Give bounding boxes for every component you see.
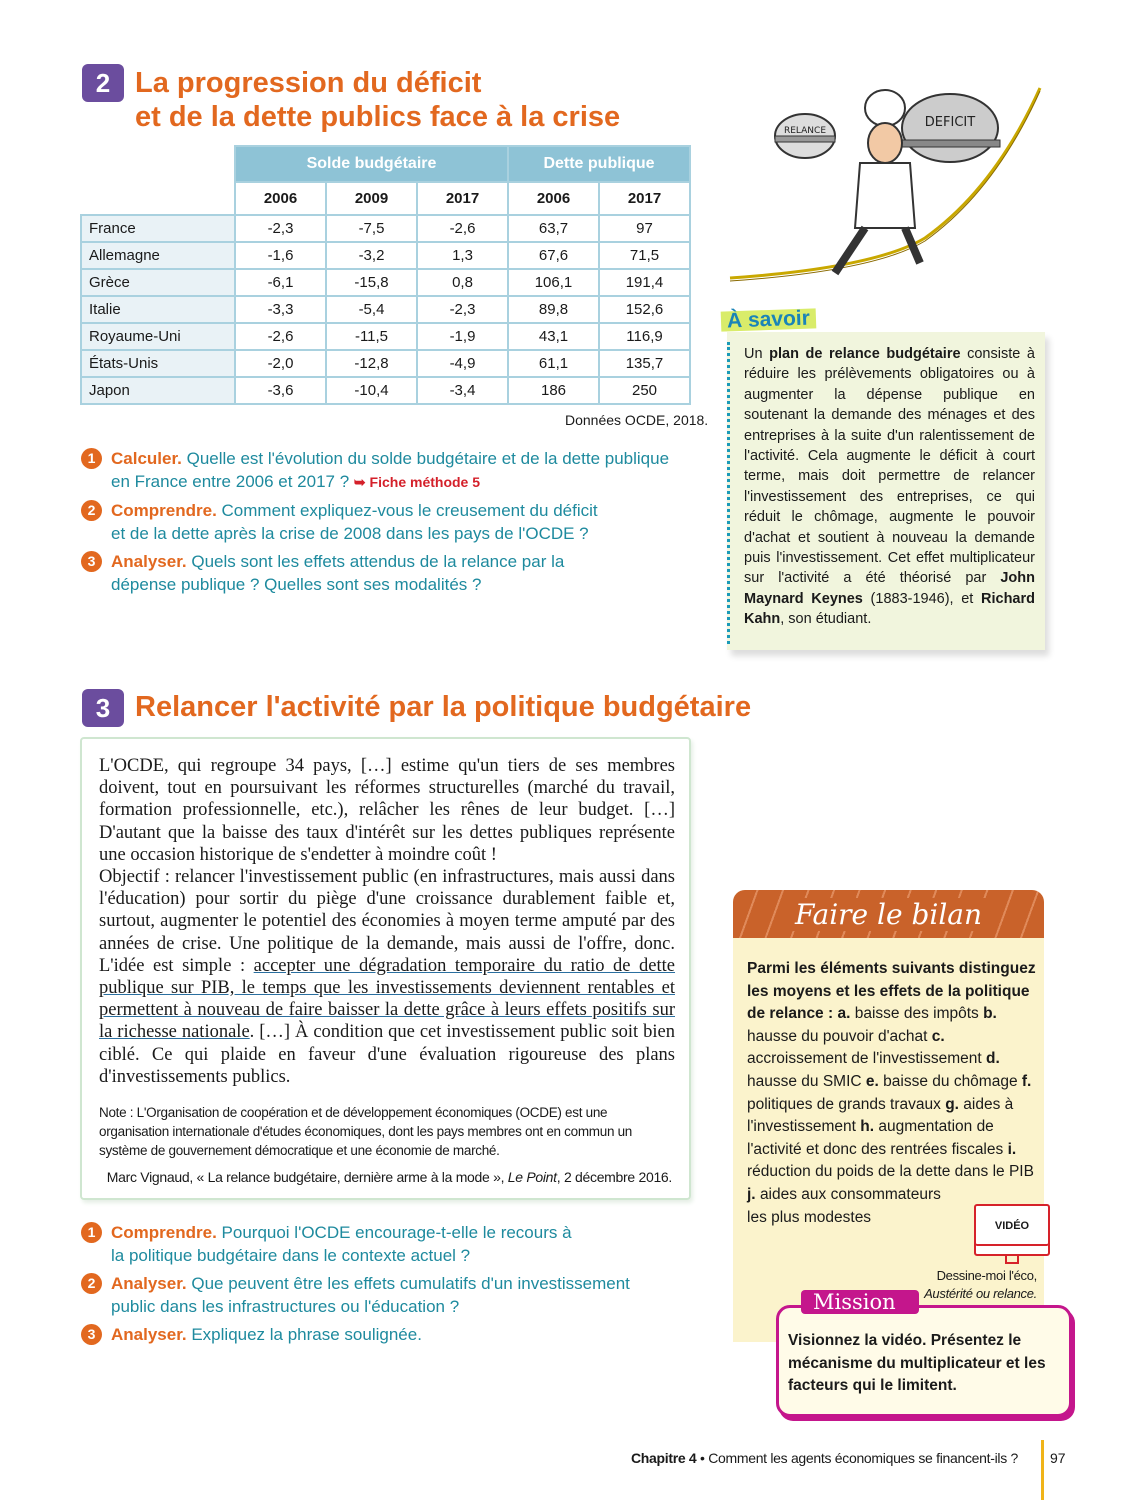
value-cell: 1,3 — [417, 242, 508, 269]
value-cell: 106,1 — [508, 269, 599, 296]
table-row — [81, 215, 690, 242]
video-label[interactable]: VIDÉO — [994, 1220, 1030, 1232]
doc2-title — [135, 66, 620, 134]
question-text: Quels sont les effets attendus de la relance par la dépense publique ? Quelles sont ses modalités ? — [111, 552, 565, 594]
publication-name: Le Point — [507, 1169, 557, 1185]
title-line: La progression du déficit — [135, 67, 482, 99]
year-header: 2006 — [235, 182, 326, 215]
item-key: c. — [931, 1027, 945, 1045]
a-savoir-title: À savoir — [721, 308, 817, 332]
relance-plate-label: RELANCE — [783, 126, 827, 136]
questions-doc2 — [87, 447, 681, 596]
article-note: Note : L'Organisation de coopération et de développement économiques (OCDE) est une organisation internationale d'études économiques, dont les pays membres ont en commun un système de gouvernement démocratique et une économie de marché. — [99, 1105, 633, 1158]
text-run: Marc Vignaud, « La relance budgétaire, dernière arme à la mode », — [106, 1169, 508, 1185]
group-header: Dette publique — [508, 146, 690, 182]
country-cell: États-Unis — [81, 350, 235, 377]
question-text: Pourquoi l'OCDE encourage-t-elle le recours à la politique budgétaire dans le contexte actuel ? — [111, 1223, 572, 1265]
question-text: Expliquez la phrase soulignée. — [191, 1325, 422, 1344]
value-cell: -10,4 — [326, 377, 417, 404]
year-header: 2006 — [508, 182, 599, 215]
group-header: Solde budgétaire — [235, 146, 508, 182]
value-cell: 67,6 — [508, 242, 599, 269]
item-key: e. — [865, 1072, 879, 1090]
text-run: (1883-1946), et — [862, 590, 981, 607]
value-cell: -2,0 — [235, 350, 326, 377]
article-text — [99, 755, 675, 1088]
page-number: 97 — [1050, 1450, 1066, 1466]
table-source: Données OCDE, 2018. — [565, 412, 709, 428]
chapter-label: Chapitre 4 — [630, 1450, 697, 1466]
question-number: 2 — [81, 500, 102, 521]
table-row — [81, 323, 690, 350]
bilan-item — [837, 1005, 983, 1022]
bilan-items — [747, 1005, 1034, 1225]
bold-term: John Maynard Keynes — [744, 570, 1035, 607]
footer-rule — [1041, 1440, 1044, 1500]
value-cell: 61,1 — [508, 350, 599, 377]
article-source — [107, 1169, 672, 1185]
value-cell: -1,6 — [235, 242, 326, 269]
doc3-title: Relancer l'activité par la politique budgétaire — [135, 691, 752, 723]
value-cell: 135,7 — [599, 350, 690, 377]
bilan-item — [866, 1073, 1022, 1090]
text-run: , son étudiant. — [780, 611, 872, 628]
item-key: g. — [945, 1095, 959, 1113]
value-cell: -3,6 — [235, 377, 326, 404]
question-label: Comprendre. — [111, 501, 217, 520]
value-cell: -2,6 — [417, 215, 508, 242]
table-row — [81, 296, 690, 323]
value-cell: -1,9 — [417, 323, 508, 350]
value-cell: -12,8 — [326, 350, 417, 377]
value-cell: -5,4 — [326, 296, 417, 323]
item-text: aides à l'investissement — [747, 1095, 1014, 1136]
value-cell: 97 — [599, 215, 690, 242]
value-cell: -2,6 — [235, 323, 326, 350]
item-text: politiques de grands travaux — [747, 1095, 941, 1113]
item-key: a. — [837, 1005, 851, 1023]
question-text: Comment expliquez-vous le creusement du déficit et de la dette après la crise de 2008 dans les pays de l'OCDE ? — [111, 501, 598, 543]
country-cell: Grèce — [81, 269, 235, 296]
table-row — [81, 242, 690, 269]
question — [87, 447, 681, 494]
bilan-text — [733, 938, 1037, 1229]
underlined-sentence: accepter une dégradation temporaire du ratio de dette publique sur PIB, le temps que les investissements deviennent rentables et permettent à nouveau de faire baisser la dette grâce à leurs effets positifs sur la richesse nationale — [99, 955, 676, 1043]
bold-term: plan de relance budgétaire — [769, 346, 961, 362]
country-cell: Italie — [81, 296, 235, 323]
video-button[interactable] — [974, 1204, 1050, 1256]
question-number: 3 — [81, 551, 102, 572]
item-text: accroissement de l'investissement — [747, 1050, 982, 1068]
bilan-header — [733, 890, 1044, 938]
caption-line: Dessine-moi l'éco, — [936, 1268, 1037, 1283]
item-text: baisse des impôts — [854, 1005, 979, 1023]
empty-corner — [81, 146, 235, 182]
fiche-methode-link[interactable]: ➥ Fiche méthode 5 — [353, 474, 481, 490]
question-label: Calculer. — [111, 449, 182, 468]
bilan-intro: Parmi les éléments suivants distinguez les moyens et les effets de la politique de relance : — [747, 960, 1036, 1023]
title-line: et de la dette publics face à la crise — [135, 101, 621, 133]
value-cell: -15,8 — [326, 269, 417, 296]
year-header: 2017 — [599, 182, 690, 215]
item-key: h. — [860, 1118, 875, 1136]
country-cell: Royaume-Uni — [81, 323, 235, 350]
value-cell: 191,4 — [599, 269, 690, 296]
value-cell: 152,6 — [599, 296, 690, 323]
empty-corner — [81, 182, 235, 215]
dotted-rule — [727, 342, 730, 644]
table-row — [81, 377, 690, 404]
item-key: j. — [747, 1185, 756, 1203]
value-cell: -2,3 — [235, 215, 326, 242]
question-number: 2 — [81, 1273, 102, 1294]
value-cell: -7,5 — [326, 215, 417, 242]
value-cell: -2,3 — [417, 296, 508, 323]
question-number: 1 — [81, 1222, 102, 1243]
bilan-title: Faire le bilan — [785, 898, 992, 931]
year-header: 2017 — [417, 182, 508, 215]
country-cell: France — [81, 215, 235, 242]
layout-spacer — [1036, 958, 1037, 1202]
article-paragraph: L'OCDE, qui regroupe 34 pays, […] estime qu'un tiers de ses membres doivent, tout en poursuivant les réformes structurelles (marché du travail, formation professionnelle, etc.), relâcher les rênes de leur budget. […] D'autant que la baisse des taux d'intérêt sur les dettes publiques représente une occasion historique de s'endetter à moindre coût ! — [99, 756, 675, 865]
value-cell: -4,9 — [417, 350, 508, 377]
country-cell: Allemagne — [81, 242, 235, 269]
a-savoir-box — [726, 306, 1045, 650]
question-label: Comprendre. — [111, 1223, 217, 1242]
caption-line: Austérité ou relance. — [924, 1286, 1037, 1301]
text-run: Un — [744, 346, 770, 362]
question-label: Analyser. — [111, 552, 187, 571]
questions-doc3 — [87, 1221, 651, 1346]
value-cell: 0,8 — [417, 269, 508, 296]
separator: • — [696, 1450, 709, 1466]
text-run: . […] À condition que cet investissement public soit bien ciblé. Ce qui plaide en faveur d'une évaluation rigoureuse des plans d'investissements publics. — [99, 1022, 675, 1087]
table-row — [81, 350, 690, 377]
value-cell: 63,7 — [508, 215, 599, 242]
deficit-plate-label: DEFICIT — [924, 115, 976, 130]
question — [87, 1221, 581, 1267]
chapter-title: Comment les agents économiques se financent-ils ? — [708, 1450, 1018, 1466]
bilan-item — [747, 1186, 941, 1226]
item-text: hausse du pouvoir d'achat — [747, 1027, 928, 1045]
footer-chapter — [631, 1450, 1018, 1466]
a-savoir-text — [727, 332, 1045, 630]
chef-tightrope-cartoon — [725, 78, 1045, 288]
value-cell: -6,1 — [235, 269, 326, 296]
link-text[interactable]: Fiche méthode 5 — [369, 474, 481, 490]
article-paragraph — [99, 866, 675, 1088]
doc-number-badge: 2 — [82, 64, 124, 102]
value-cell: -3,2 — [326, 242, 417, 269]
doc-number-badge: 3 — [82, 689, 124, 727]
question — [87, 1323, 651, 1346]
value-cell: 89,8 — [508, 296, 599, 323]
question-number: 1 — [81, 448, 102, 469]
value-cell: -3,4 — [417, 377, 508, 404]
item-text: réduction du poids de la dette dans le PIB — [747, 1163, 1034, 1181]
text-run: , 2 décembre 2016. — [556, 1169, 672, 1185]
year-header: 2009 — [326, 182, 417, 215]
value-cell: 186 — [508, 377, 599, 404]
text-run: consiste à réduire les prélèvements obligatoires ou à augmenter la dépense publique en soutenant la demande des ménages et des entreprises à la suite d'un ralentissement de l'activité. Cela augmente le déficit à court terme, mais doit permettre de relancer l'investissement des entreprises, ce qui réduit le chômage, augmente le pouvoir d'achat et soutient à nouveau la demande puis l'investissement. Cet effet multiplicateur sur l'activité a été théorisé par — [744, 346, 1035, 587]
value-cell: -11,5 — [326, 323, 417, 350]
value-cell: 116,9 — [599, 323, 690, 350]
question — [87, 1272, 651, 1318]
mission-text: Visionnez la vidéo. Présentez le mécanisme du multiplicateur et les facteurs qui le limitent. — [788, 1332, 1046, 1395]
table-row — [81, 269, 690, 296]
value-cell: -3,3 — [235, 296, 326, 323]
text-run: Objectif : relancer l'investissement public (en infrastructures, mais aussi dans l'éducation) pour sortir du piège d'une croissance durablement faible et, surtout, augmenter le potentiel des économies à moyen terme amputé par des années de crise. Une politique de la demande, mais aussi de l'offre, donc. L'idée est simple : — [99, 867, 675, 976]
question-text: Quelle est l'évolution du solde budgétaire et de la dette publique en France entre 2006 et 2017 ? — [111, 449, 670, 491]
question — [87, 499, 601, 545]
question-label: Analyser. — [111, 1325, 187, 1344]
item-text: hausse du SMIC — [747, 1072, 862, 1090]
bold-term: Richard Kahn — [744, 590, 1035, 628]
value-cell: 71,5 — [599, 242, 690, 269]
item-key: d. — [986, 1050, 1000, 1068]
item-key: f. — [1021, 1072, 1032, 1090]
item-key: i. — [1007, 1140, 1017, 1158]
item-text: aides aux consommateurs les plus modestes — [747, 1185, 941, 1226]
value-cell: 43,1 — [508, 323, 599, 350]
question-text: Que peuvent être les effets cumulatifs d'un investissement public dans les infrastructures ou l'éducation ? — [111, 1274, 630, 1316]
deficit-debt-table — [80, 145, 691, 405]
question-label: Analyser. — [111, 1274, 187, 1293]
mission-title: Mission — [801, 1290, 919, 1314]
video-caption — [924, 1267, 1037, 1303]
item-text: augmentation de l'activité et donc des rentrées fiscales — [747, 1118, 1004, 1158]
question-number: 3 — [81, 1324, 102, 1345]
question — [87, 550, 631, 596]
item-key: b. — [983, 1005, 997, 1023]
article-box — [80, 737, 691, 1200]
country-cell: Japon — [81, 377, 235, 404]
item-text: baisse du chômage — [883, 1072, 1018, 1090]
value-cell: 250 — [599, 377, 690, 404]
monitor-stand-icon — [1005, 1256, 1019, 1264]
